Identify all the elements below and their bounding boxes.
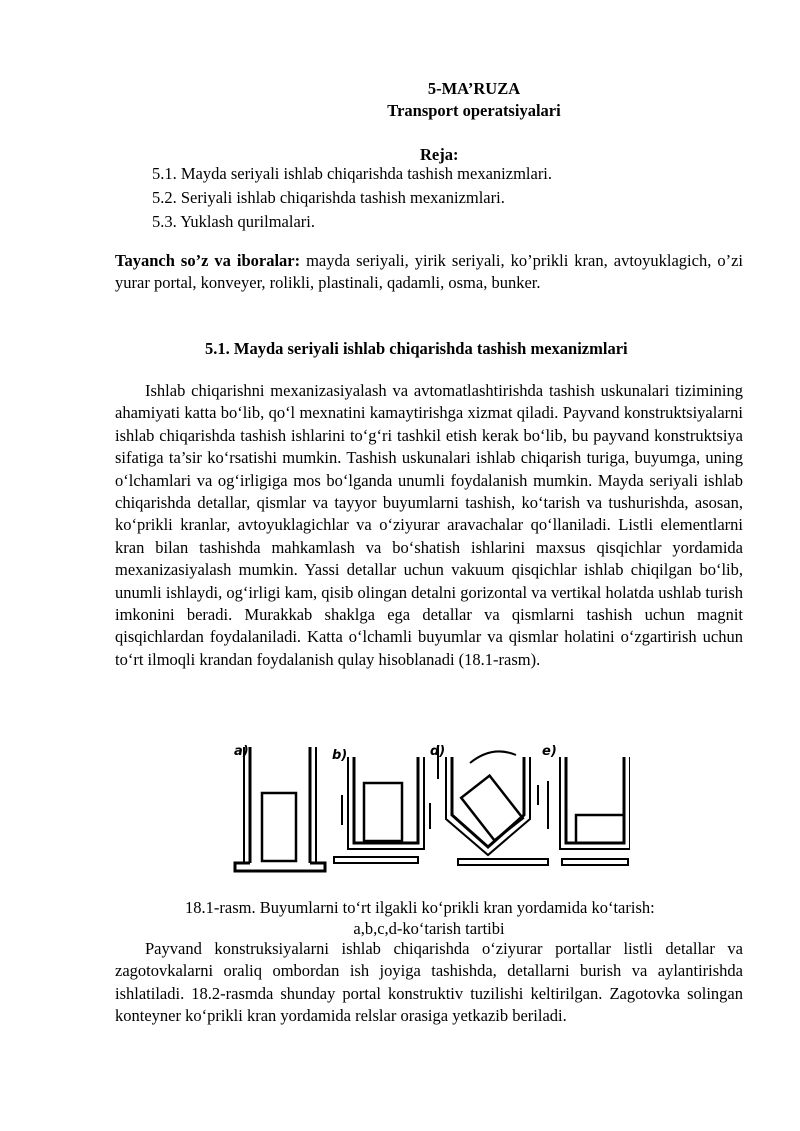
plan-item: 5.2. Seriyali ishlab chiqarishda tashish mexanizmlari. xyxy=(152,188,505,207)
panel-label: e) xyxy=(542,744,557,759)
panel-label: a) xyxy=(234,744,249,759)
keywords-paragraph xyxy=(115,250,743,295)
figure-caption-line-2: a,b,c,d-ko‘tarish tartibi xyxy=(353,919,505,938)
figure-caption xyxy=(185,897,745,919)
body-paragraph: Ishlab chiqarishni mexanizasiyalash va avtomatlashtirishda tashish uskunalari tizimining ahamiyati katta bo‘lib, qo‘l mexnatini kamaytirishga xizmat qiladi. Payvand konstruktsiyalarni ishlab chiqarishda tashish ishlarini to‘g‘ri tashkil etish kerak bo‘lib, bu payvand konstruktsiya sifatiga ta’sir ko‘rsatishi mumkin. Tashish uskunalari ishlab chiqarish turiga, buyumga, uning o‘lchamlari va og‘irligiga mos bo‘lganda unumli foydalanish mumkin. Mayda seriyali ishlab chiqarishda detallar, qismlar va tayyor buyumlarni tashish, ko‘tarish va tushurishda, asosan, ko‘prikli kranlar, avtoyuklagichlar va o‘ziyurar aravachalar qo‘llaniladi. Listli elementlarni kran bilan tashishda mahkamlash va bo‘shatish ishlarini maxsus qisqichlar yordamida mexanizasiyalash mumkin. Yassi detallar uchun vakuum qisqichlar ishlab chiqilgan bo‘lib, unumli ishlaydi, og‘irligi kam, qisib olingan detalni gorizontal va vertikal holatda ushlab turish imkonini beradi. Murakkab shaklga ega detallar va qismlarni tashish uchun magnit qisqichlardan foydalaniladi. Katta o‘lchamli buyumlar va qismlar holatini o‘zgartirish uchun to‘rt ilmoqli krandan foydalanish qulay hisoblanadi (18.1-rasm). xyxy=(115,381,743,669)
panel-label: d) xyxy=(430,744,446,759)
figure-crane-lifting xyxy=(230,735,630,875)
keywords-text: mayda seriyali, yirik seriyali, ko’prikli kran, avtoyuklagich, o’zi yurar portal, konveyer, rolikli, plastinali, qadamli, osma, bunker. xyxy=(115,251,743,293)
plan-list xyxy=(152,162,552,234)
figure-caption-label: 18.1-rasm xyxy=(185,898,252,917)
keywords-label: Tayanch so’z va iboralar: xyxy=(115,251,301,270)
body-paragraph: Payvand konstruksiyalarni ishlab chiqarishda o‘ziyurar portallar listli detallar va zagotovkalarni oraliq ombordan ish joyiga tashishda, detallarni burish va aylantirishda ishlatiladi. 18.2-rasmda shunday portal konstruktiv tuzilishi keltirilgan. Zagotovka solingan konteyner ko‘prikli kran yordamida relslar orasiga yetkazib beriladi. xyxy=(115,939,743,1026)
panel-label: b) xyxy=(332,748,348,763)
section-heading: 5.1. Mayda seriyali ishlab chiqarishda tashish mexanizmlari xyxy=(205,339,628,358)
plan-item: 5.1. Mayda seriyali ishlab chiqarishda tashish mexanizmlari. xyxy=(152,164,553,183)
figure-caption-text: . Buyumlarni to‘rt ilgakli ko‘prikli kran yordamida ko‘tarish: xyxy=(251,898,655,917)
lecture-number: 5-MA’RUZA xyxy=(427,79,521,98)
plan-item: 5.3. Yuklash qurilmalari. xyxy=(152,212,315,231)
plan-heading: Reja: xyxy=(420,145,459,164)
lecture-title: Transport operatsiyalari xyxy=(387,101,561,120)
